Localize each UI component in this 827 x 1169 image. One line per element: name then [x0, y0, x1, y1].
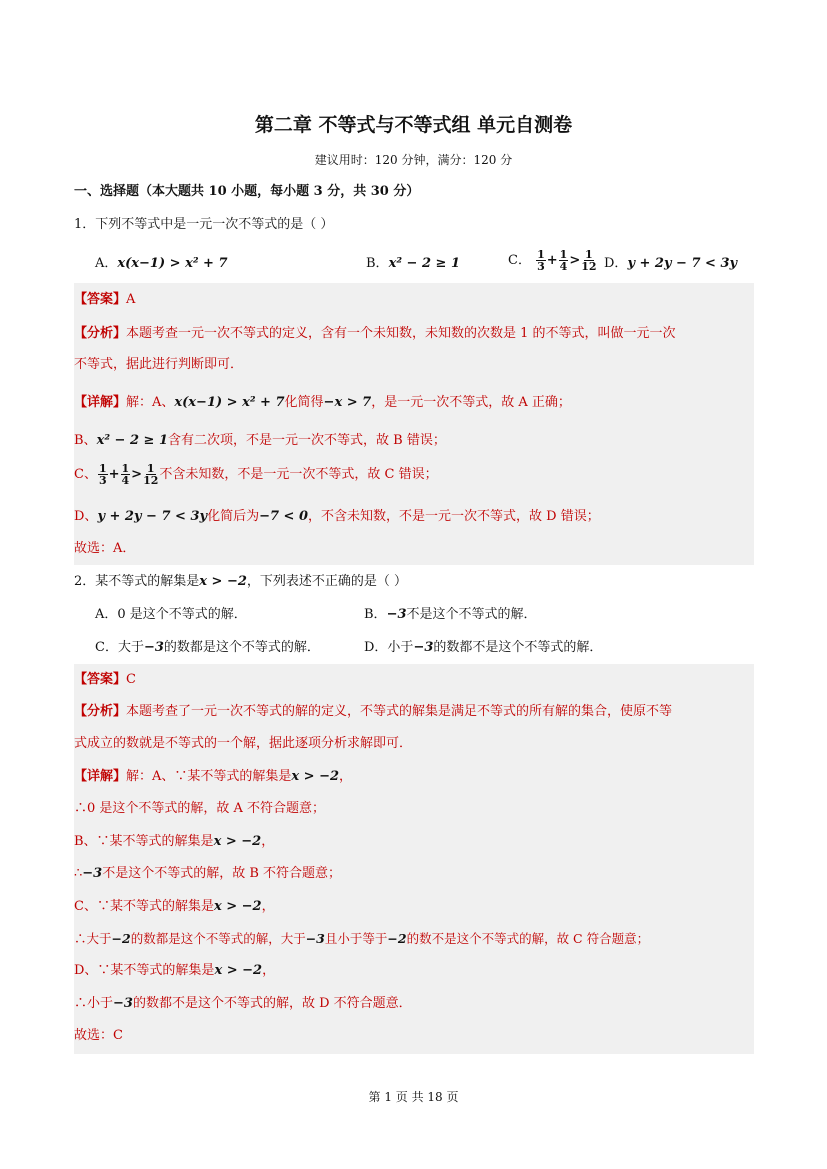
q2-detail-1: 【详解】解：A、∵某不等式的解集是x > −2， [74, 769, 353, 784]
q1-analysis-cont: 不等式，据此进行判断即可． [74, 357, 244, 372]
fraction: $\frac{1}{3}$ [537, 248, 545, 273]
page-footer: 第 1 页 共 18 页 [368, 1090, 459, 1104]
q1-analysis: 【分析】本题考查一元一次不等式的定义，含有一个未知数，未知数的次数是 1 的不等式，叫做一元一次 [74, 326, 676, 341]
section-heading: 一、选择题（本大题共 10 小题，每小题 3 分，共 30 分） [74, 184, 420, 199]
q2-option-b: B．−3不是这个不等式的解． [364, 607, 537, 622]
q2-detail-2: ∴0 是这个不等式的解，故 A 不符合题意； [74, 801, 326, 816]
q1-option-c: C． $\frac{1}{3}$ + $\frac{1}{4}$ > $\frac{1}{12}$ [508, 248, 597, 273]
q2-analysis-cont: 式成立的数就是不等式的一个解，据此逐项分析求解即可． [74, 736, 413, 751]
q1-detail-d: D、y + 2y − 7 < 3y化简后为−7 < 0，不含未知数，不是一元一次不等式，故 D 错误； [74, 509, 600, 524]
q1-detail-a: 【详解】解：A、x(x−1) > x² + 7化简得−x > 7，是一元一次不等式，故 A 正确； [74, 395, 571, 410]
q2-option-c: C．大于−3的数都是这个不等式的解． [95, 640, 320, 655]
q2-detail-6: ∴大于−2的数都是这个不等式的解，大于−3且小于等于−2的数不是这个不等式的解，故 C 符合题意； [74, 931, 650, 946]
q2-detail-8: ∴小于−3的数都不是这个不等式的解，故 D 不符合题意． [74, 996, 412, 1011]
q1-choose: 故选：A． [74, 541, 136, 556]
question-2-stem: 2．某不等式的解集是x > −2，下列表述不正确的是（ ） [74, 574, 408, 589]
q2-detail-5: C、∵某不等式的解集是x > −2， [74, 899, 275, 914]
q2-option-d: D．小于−3的数都不是这个不等式的解． [364, 640, 603, 655]
q1-answer: 【答案】A [74, 292, 136, 307]
q2-detail-4: ∴−3不是这个不等式的解，故 B 不符合题意； [74, 866, 342, 881]
q2-choose: 故选：C [74, 1028, 123, 1043]
q1-option-d: D．y + 2y − 7 < 3y [604, 256, 738, 271]
page-title: 第二章 不等式与不等式组 单元自测卷 [254, 114, 573, 136]
q2-detail-3: B、∵某不等式的解集是x > −2， [74, 834, 275, 849]
q2-answer: 【答案】C [74, 672, 136, 687]
q1-detail-b: B、x² − 2 ≥ 1含有二次项，不是一元一次不等式，故 B 错误； [74, 433, 446, 448]
fraction: $\frac{1}{12}$ [581, 248, 597, 273]
q2-analysis: 【分析】本题考查了一元一次不等式的解的定义，不等式的解集是满足不等式的所有解的集合，使原不等 [74, 704, 673, 719]
q2-detail-7: D、∵某不等式的解集是x > −2， [74, 963, 276, 978]
q1-option-b: B．x² − 2 ≥ 1 [366, 256, 460, 271]
q2-option-a: A．0 是这个不等式的解． [95, 607, 247, 622]
fraction: $\frac{1}{4}$ [559, 248, 568, 273]
question-1-stem: 1．下列不等式中是一元一次不等式的是（ ） [74, 217, 334, 232]
q1-option-a: A．x(x−1) > x² + 7 [95, 256, 228, 271]
exam-info: 建议用时：120 分钟，满分：120 分 [314, 153, 513, 167]
q1-detail-c: C、 $\frac{1}{3}$ + $\frac{1}{4}$ > $\frac{1}{12}$ 不含未知数，不是一元一次不等式，故 C 错误； [74, 462, 438, 487]
